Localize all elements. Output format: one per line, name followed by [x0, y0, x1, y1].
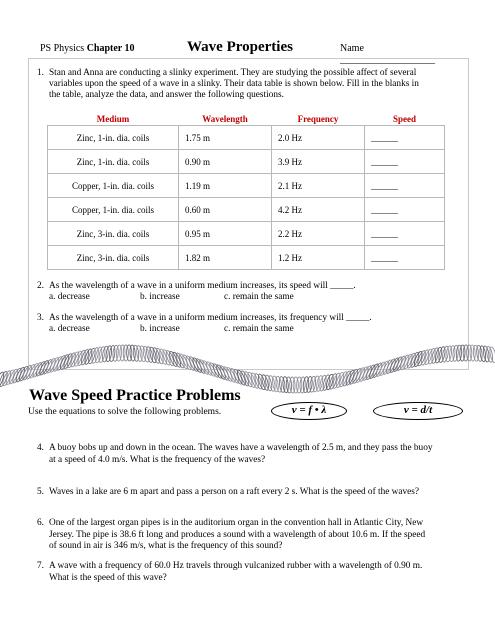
problem-text-line: A buoy bobs up and down in the ocean. The waves have a wavelength of 2.5 m, and they pass the buoy	[49, 443, 433, 453]
slinky-coil	[456, 345, 462, 361]
cell-frequency: 2.0 Hz	[272, 126, 365, 150]
slinky-coil	[286, 377, 292, 393]
column-header-frequency: Frequency	[297, 113, 339, 124]
equation-distance-time: v = d/t	[373, 402, 463, 420]
slinky-data-table	[47, 112, 445, 270]
problem-text-line: One of the largest organ pipes is in the auditorium organ in the convention hall in Atlantic City, New	[49, 518, 424, 528]
problem-number: 5.	[37, 487, 44, 497]
cell-medium: Zinc, 1-in. dia. coils	[48, 150, 179, 174]
slinky-coil	[449, 345, 456, 362]
table-row	[48, 222, 445, 246]
cell-speed-blank: ______	[365, 198, 445, 222]
section-title: Wave Speed Practice Problems	[29, 387, 241, 404]
question-3-options	[49, 324, 449, 336]
cell-speed-blank: ______	[365, 174, 445, 198]
table-row	[48, 150, 445, 174]
cell-wavelength: 0.95 m	[179, 222, 272, 246]
slinky-coil	[279, 376, 286, 393]
question-text-line: variables upon the speed of a wave in a slinky. Their data table is shown below. Fill in the blanks in	[49, 79, 419, 89]
slinky-coil	[139, 345, 147, 362]
cell-medium: Zinc, 1-in. dia. coils	[48, 126, 179, 150]
slinky-coil	[275, 376, 283, 393]
question-number: 3.	[37, 313, 44, 323]
cell-speed-blank: ______	[365, 222, 445, 246]
column-header-medium: Medium	[96, 113, 130, 124]
table-header-row	[48, 112, 445, 126]
problem-text-line: A wave with a frequency of 60.0 Hz travels through vulcanized rubber with a wavelength of 0.90 m.	[49, 561, 423, 571]
cell-wavelength: 1.75 m	[179, 126, 272, 150]
cell-frequency: 3.9 Hz	[272, 150, 365, 174]
problem-text-line: at a speed of 4.0 m/s. What is the frequency of the waves?	[49, 454, 266, 465]
question-text: As the wavelength of a wave in a uniform medium increases, its speed will _____.	[49, 281, 356, 291]
option-c: c. remain the same	[224, 324, 294, 334]
cell-frequency: 2.1 Hz	[272, 174, 365, 198]
option-b: b. increase	[140, 292, 180, 302]
slinky-coil	[489, 346, 495, 363]
cell-speed-blank: ______	[365, 126, 445, 150]
cell-medium: Copper, 1-in. dia. coils	[48, 198, 179, 222]
cell-medium: Zinc, 3-in. dia. coils	[48, 222, 179, 246]
table-row	[48, 246, 445, 270]
question-text-line: the table, analyze the data, and answer the following questions.	[49, 90, 284, 100]
table-row	[48, 198, 445, 222]
cell-frequency: 4.2 Hz	[272, 198, 365, 222]
option-a: a. decrease	[49, 292, 90, 302]
cell-wavelength: 0.60 m	[179, 198, 272, 222]
column-header-speed: Speed	[392, 113, 416, 124]
cell-medium: Zinc, 3-in. dia. coils	[48, 246, 179, 270]
equation-wave-speed: v = f • λ	[271, 402, 347, 420]
column-header-wavelength: Wavelength	[202, 113, 248, 124]
problem-number: 7.	[37, 561, 44, 571]
cell-speed-blank: ______	[365, 246, 445, 270]
option-a: a. decrease	[49, 324, 90, 334]
option-c: c. remain the same	[224, 292, 294, 302]
cell-wavelength: 0.90 m	[179, 150, 272, 174]
slinky-coil	[112, 345, 119, 361]
cell-wavelength: 1.82 m	[179, 246, 272, 270]
name-field: Name ___________________	[340, 43, 435, 65]
table-row	[48, 126, 445, 150]
question-number: 1.	[37, 68, 44, 78]
worksheet-header	[40, 39, 460, 65]
problem-number: 6.	[37, 518, 44, 528]
slinky-coil	[282, 376, 289, 392]
problem-number: 4.	[37, 443, 44, 453]
question-2-options	[49, 292, 449, 304]
cell-medium: Copper, 1-in. dia. coils	[48, 174, 179, 198]
slinky-coil	[105, 345, 112, 362]
section-instructions: Use the equations to solve the following problems.	[28, 407, 222, 417]
table-row	[48, 174, 445, 198]
page-title: Wave Properties	[187, 39, 293, 55]
cell-wavelength: 1.19 m	[179, 174, 272, 198]
question-number: 2.	[37, 281, 44, 291]
course-label: PS Physics Chapter 10	[40, 43, 135, 54]
cell-frequency: 2.2 Hz	[272, 222, 365, 246]
problem-text-line: of sound in air is 346 m/s, what is the frequency of this sound?	[49, 541, 283, 551]
option-b: b. increase	[140, 324, 180, 334]
problem-text-line: Waves in a lake are 6 m apart and pass a person on a raft every 2 s. What is the speed of the waves?	[49, 487, 420, 497]
slinky-coil	[445, 346, 453, 363]
problem-text-line: Jersey. The pipe is 38.6 ft long and produces a sound with a wavelength of about 10.6 m. If the speed	[49, 529, 426, 540]
cell-speed-blank: ______	[365, 150, 445, 174]
slinky-coil	[109, 345, 116, 361]
question-text: As the wavelength of a wave in a uniform medium increases, its frequency will _____.	[49, 313, 372, 323]
problem-text-line: What is the speed of this wave?	[49, 572, 167, 583]
cell-frequency: 1.2 Hz	[272, 246, 365, 270]
slinky-coil	[290, 377, 296, 393]
question-text-line: Stan and Anna are conducting a slinky experiment. They are studying the possible affect of several	[49, 68, 417, 78]
